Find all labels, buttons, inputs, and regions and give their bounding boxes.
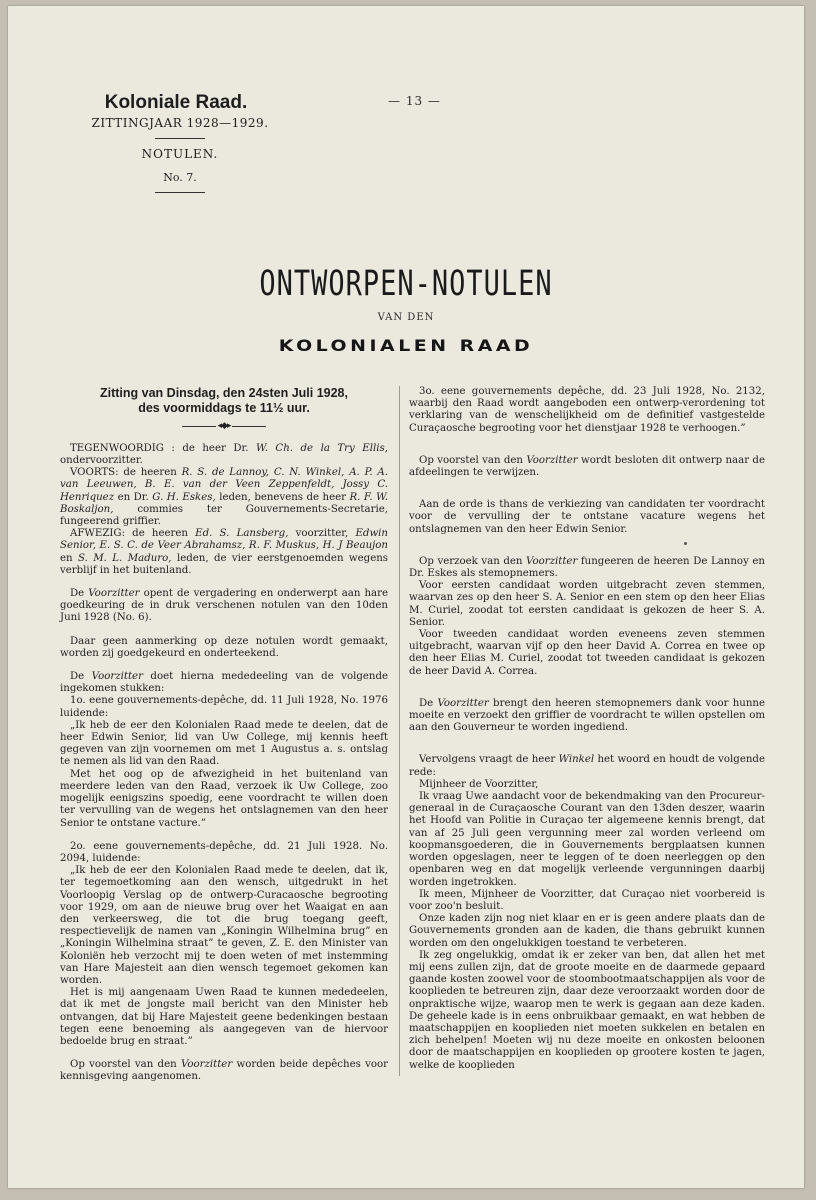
paragraph: Het is mij aangenaam Uwen Raad te kunnen mededeelen, dat ik met de jongste mail bericht van den Minister heb ontvangen, dat bij Hare Majesteit geene bedenkingen bestaan tegen eene benoeming als aangegeven van de hiervoor bedoelde brug en straat.” [60, 987, 388, 1047]
column-divider [399, 386, 400, 1076]
paragraph: Ik zeg ongelukkig, omdat ik er zeker van ben, dat allen het met mij eens zullen zijn, dat de groote moeite en de daarmede gepaard gaande kosten zoowel voor de stoombootmaatschappijen als voor de kooplieden te betreuren zijn, daar deze veroorzaakt worden door de onpraktische wijze, waarop men te werk is gegaan aan deze kaden. De geheele kade is in eens onbruikbaar gemaakt, en wat hebben de maatschappijen en kooplieden niet moeten sukkelen en betalen en zich behelpen! Moeten wij nu deze moeite en onkosten beloonen door de maatschappijen en kooplieden op grootere kosten te jagen, welke de kooplieden [409, 949, 765, 1071]
issue-number: No. 7. [163, 171, 197, 184]
paragraph: Op voorstel van den Voorzitter wordt besloten dit ontwerp naar de afdeelingen te verwijzen. [409, 454, 765, 479]
paragraph: De Voorzitter doet hierna mededeeling van de volgende ingekomen stukken: [60, 671, 388, 695]
paragraph: De Voorzitter brengt den heeren stemopnemers dank voor hunne moeite en verzoekt den griffier de voordracht te willen opstellen om aan den Gouverneur te worden ingediend. [409, 697, 765, 734]
document-page [8, 6, 804, 1188]
title-connector: VAN DEN [377, 312, 435, 323]
paragraph: Onze kaden zijn nog niet klaar en er is geen andere plaats dan de Gouvernements gronden aan de kaden, die thans gebruikt kunnen worden om den ongelukkigen toestand te verbeteren. [409, 913, 765, 949]
paragraph: Ik meen, Mijnheer de Voorzitter, dat Curaçao niet voorbereid is voor zoo'n besluit. [409, 888, 765, 912]
paragraph: Voor tweeden candidaat worden eveneens zeven stemmen uitgebracht, waarvan vijf op den heer David A. Correa en twee op den heer Elias M. Curiel, zoodat tot tweeden candidaat is gekozen de heer David A. Correa. [409, 629, 765, 677]
minutes-label: NOTULEN. [141, 147, 219, 161]
paragraph: Ik vraag Uwe aandacht voor de bekendmaking van den Procureur-generaal in de Curaçaosche Courant van den 13den deszer, waarin het Hoofd van Politie in Curaçao ter algemeene kennis brengt, dat van af 25 Juli geen vergunning meer zal worden verleend om koopmansgoederen, die in Gouvernements bergplaatsen kunnen worden opgeslagen, neer te leggen of te doen neerleggen op den openbaren weg en dat mogelijk verleende vergunningen daarbij worden ingetrokken. [409, 791, 765, 888]
paragraph: 3o. eene gouvernements depêche, dd. 23 Juli 1928, No. 2132, waarbij den Raad wordt aangeboden een ontwerp-verordening tot verklaring van de wenschelijkheid om de definitief vastgestelde Curaçaosche begrooting voor het dienstjaar 1928 te verhoogen.” [409, 386, 765, 434]
paragraph: Met het oog op de afwezigheid in het buitenland van meerdere leden van den Raad, verzoek ik Uw College, zoo mogelijk eenigszins spoedig, eene voordracht te willen doen ter vervulling van de wegens het ontslagnemen van den heer Senior te ontstane vacture.” [60, 768, 388, 829]
paragraph: Daar geen aanmerking op deze notulen wordt gemaakt, worden zij goedgekeurd en onderteekend. [60, 635, 388, 659]
paragraph: Vervolgens vraagt de heer Winkel het woord en houdt de volgende rede: [409, 754, 765, 778]
page-title: ONTWORPEN-NOTULEN [259, 264, 553, 305]
sitting-heading-line-2: des voormiddags te 11½ uur. [138, 401, 310, 415]
council-name: Koloniale Raad. [104, 92, 248, 113]
paragraph: De Voorzitter opent de vergadering en onderwerpt aan hare goedkeuring de in druk verschenen notulen van den 10den Juni 1928 (No. 6). [60, 588, 388, 624]
paragraph: Op voorstel van den Voorzitter worden beide depêches voor kennisgeving aangenomen. [60, 1059, 388, 1083]
paragraph: 2o. eene gouvernements-depêche, dd. 21 Juli 1928. No. 2094, luidende: [60, 840, 388, 864]
sitting-heading-line-1: Zitting van Dinsdag, den 24sten Juli 1928, [100, 386, 348, 400]
divider [155, 192, 205, 193]
attendance-absent: AFWEZIG: de heeren Ed. S. Lansberg, voorzitter, Edwin Senior, E. S. C. de Veer Abrahamsz, R. F. Muskus, H. J Beaujon en S. M. L. Maduro, leden, de vier eerstgenoemden wegens verblijf in het buitenland. [60, 528, 389, 576]
paragraph: „Ik heb de eer den Kolonialen Raad mede te deelen, dat de heer Edwin Senior, lid van Uw College, mij kennis heeft gegeven van zijn voornemen om met 1 Augustus a. s. ontslag te nemen als lid van den Raad. [60, 719, 388, 768]
paragraph: Voor eersten candidaat worden uitgebracht zeven stemmen, waarvan zes op den heer S. A. Senior en een stem op den heer Elias M. Curiel, zoodat tot eersten candidaat is gekozen de heer S. A. Senior. [409, 580, 765, 628]
page-number: — 13 — [388, 94, 441, 108]
paragraph: Mijnheer de Voorzitter, [419, 778, 539, 790]
right-column [409, 386, 765, 1072]
attendance-also: VOORTS: de heeren R. S. de Lannoy, C. N. Winkel, A. P. A. van Leeuwen, B. E. van der Veen Zeppenfeldt, Jossy C. Henriquez en Dr. G. H. Eskes, leden, benevens de heer R. F. W. Boskaljon, commies ter Gouvernements-Secretarie, fungeerend griffier. [60, 467, 389, 528]
council-title: KOLONIALEN RAAD [278, 336, 534, 355]
divider [155, 138, 205, 139]
session-year: ZITTINGJAAR 1928—1929. [91, 116, 269, 130]
ink-dot [684, 542, 687, 545]
ornament-divider: ◂◆▸ [60, 420, 388, 433]
paragraph: 1o. eene gouvernements-depêche, dd. 11 Juli 1928, No. 1976 luidende: [60, 695, 388, 719]
left-column [60, 386, 388, 1084]
paragraph: „Ik heb de eer den Kolonialen Raad mede te deelen, dat ik, ter tegemoetkoming aan den wensch, uitgedrukt in het Voorloopig Verslag op de ontwerp-Curacaosche begrooting voor 1929, om aan de nieuwe brug over het Waaigat en aan den verkeersweg, die tot die brug toegang geeft, respectievelijk de namen van „Koningin Wilhelmina brug” en „Koningin Wilhelmina straat” te geven, Z. E. den Minister van Koloniën heb verzocht mij te doen weten of met instemming van Hare Majesteit aan dien wensch tegemoet gekomen kan worden. [60, 865, 388, 986]
paragraph: Op verzoek van den Voorzitter fungeeren de heeren De Lannoy en Dr. Eskes als stemopnemers. [409, 555, 765, 580]
document-header [50, 92, 310, 201]
attendance-present: TEGENWOORDIG : de heer Dr. W. Ch. de la Try Ellis, ondervoorzitter. [60, 442, 388, 467]
sitting-heading [60, 386, 388, 416]
paragraph: Aan de orde is thans de verkiezing van candidaten ter voordracht voor de vervulling der te ontstane vacature wegens het ontslagnemen van den heer Edwin Senior. [409, 499, 765, 535]
